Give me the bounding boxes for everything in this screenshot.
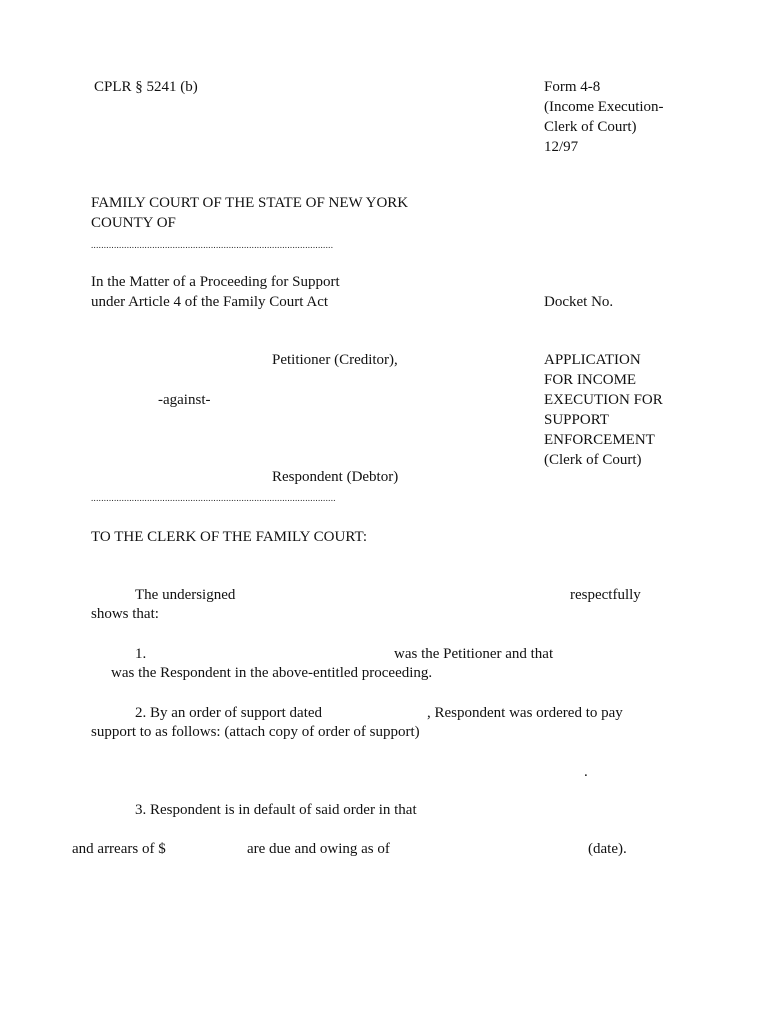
matter-line-1: In the Matter of a Proceeding for Support	[91, 274, 340, 290]
title-line-2: FOR INCOME	[544, 372, 637, 388]
form-description-line-1: (Income Execution-	[544, 99, 664, 115]
docket-number-label: Docket No.	[544, 294, 614, 310]
form-identifier-block	[544, 77, 664, 157]
paragraph-3-default: 3. Respondent is in default of said order in that	[135, 802, 417, 818]
address-line: TO THE CLERK OF THE FAMILY COURT:	[91, 529, 368, 545]
intro-shows-that: shows that:	[91, 606, 159, 622]
petitioner-label: Petitioner (Creditor),	[272, 352, 398, 368]
intro-respectfully: respectfully	[570, 587, 641, 603]
form-date: 12/97	[544, 139, 579, 155]
respondent-label: Respondent (Debtor)	[272, 469, 399, 485]
document-title-block	[544, 350, 663, 470]
paragraph-2-support-terms: support to as follows: (attach copy of order of support)	[91, 724, 420, 740]
statute-reference: CPLR § 5241 (b)	[94, 79, 198, 95]
caption-rule-top: ...............................................................................................	[91, 240, 334, 250]
paragraph-2-ordered-to-pay: , Respondent was ordered to pay	[427, 705, 623, 721]
matter-line-2: under Article 4 of the Family Court Act	[91, 294, 329, 310]
paragraph-3-date-label: (date).	[588, 841, 627, 857]
title-line-4: SUPPORT	[544, 412, 609, 428]
title-line-5: ENFORCEMENT	[544, 432, 655, 448]
caption-rule-bottom: ................................................................................................	[91, 493, 336, 503]
paragraph-2-order-dated: 2. By an order of support dated	[135, 705, 323, 721]
title-line-3: EXECUTION FOR	[544, 392, 663, 408]
county-label: COUNTY OF	[91, 215, 176, 231]
intro-undersigned: The undersigned	[135, 587, 236, 603]
court-name: FAMILY COURT OF THE STATE OF NEW YORK	[91, 195, 409, 211]
paragraph-3-due-owing: are due and owing as of	[247, 841, 390, 857]
title-line-6: (Clerk of Court)	[544, 452, 642, 468]
form-description-line-2: Clerk of Court)	[544, 119, 637, 135]
paragraph-3-arrears-label: and arrears of $	[72, 841, 166, 857]
paragraph-1-petitioner-text: was the Petitioner and that	[394, 646, 554, 662]
against-label: -against-	[158, 392, 211, 408]
paragraph-2-period: .	[584, 764, 588, 780]
paragraph-1-respondent-text: was the Respondent in the above-entitled proceeding.	[111, 665, 433, 681]
form-number: Form 4-8	[544, 79, 601, 95]
paragraph-1-number: 1.	[135, 646, 147, 662]
title-line-1: APPLICATION	[544, 352, 641, 368]
